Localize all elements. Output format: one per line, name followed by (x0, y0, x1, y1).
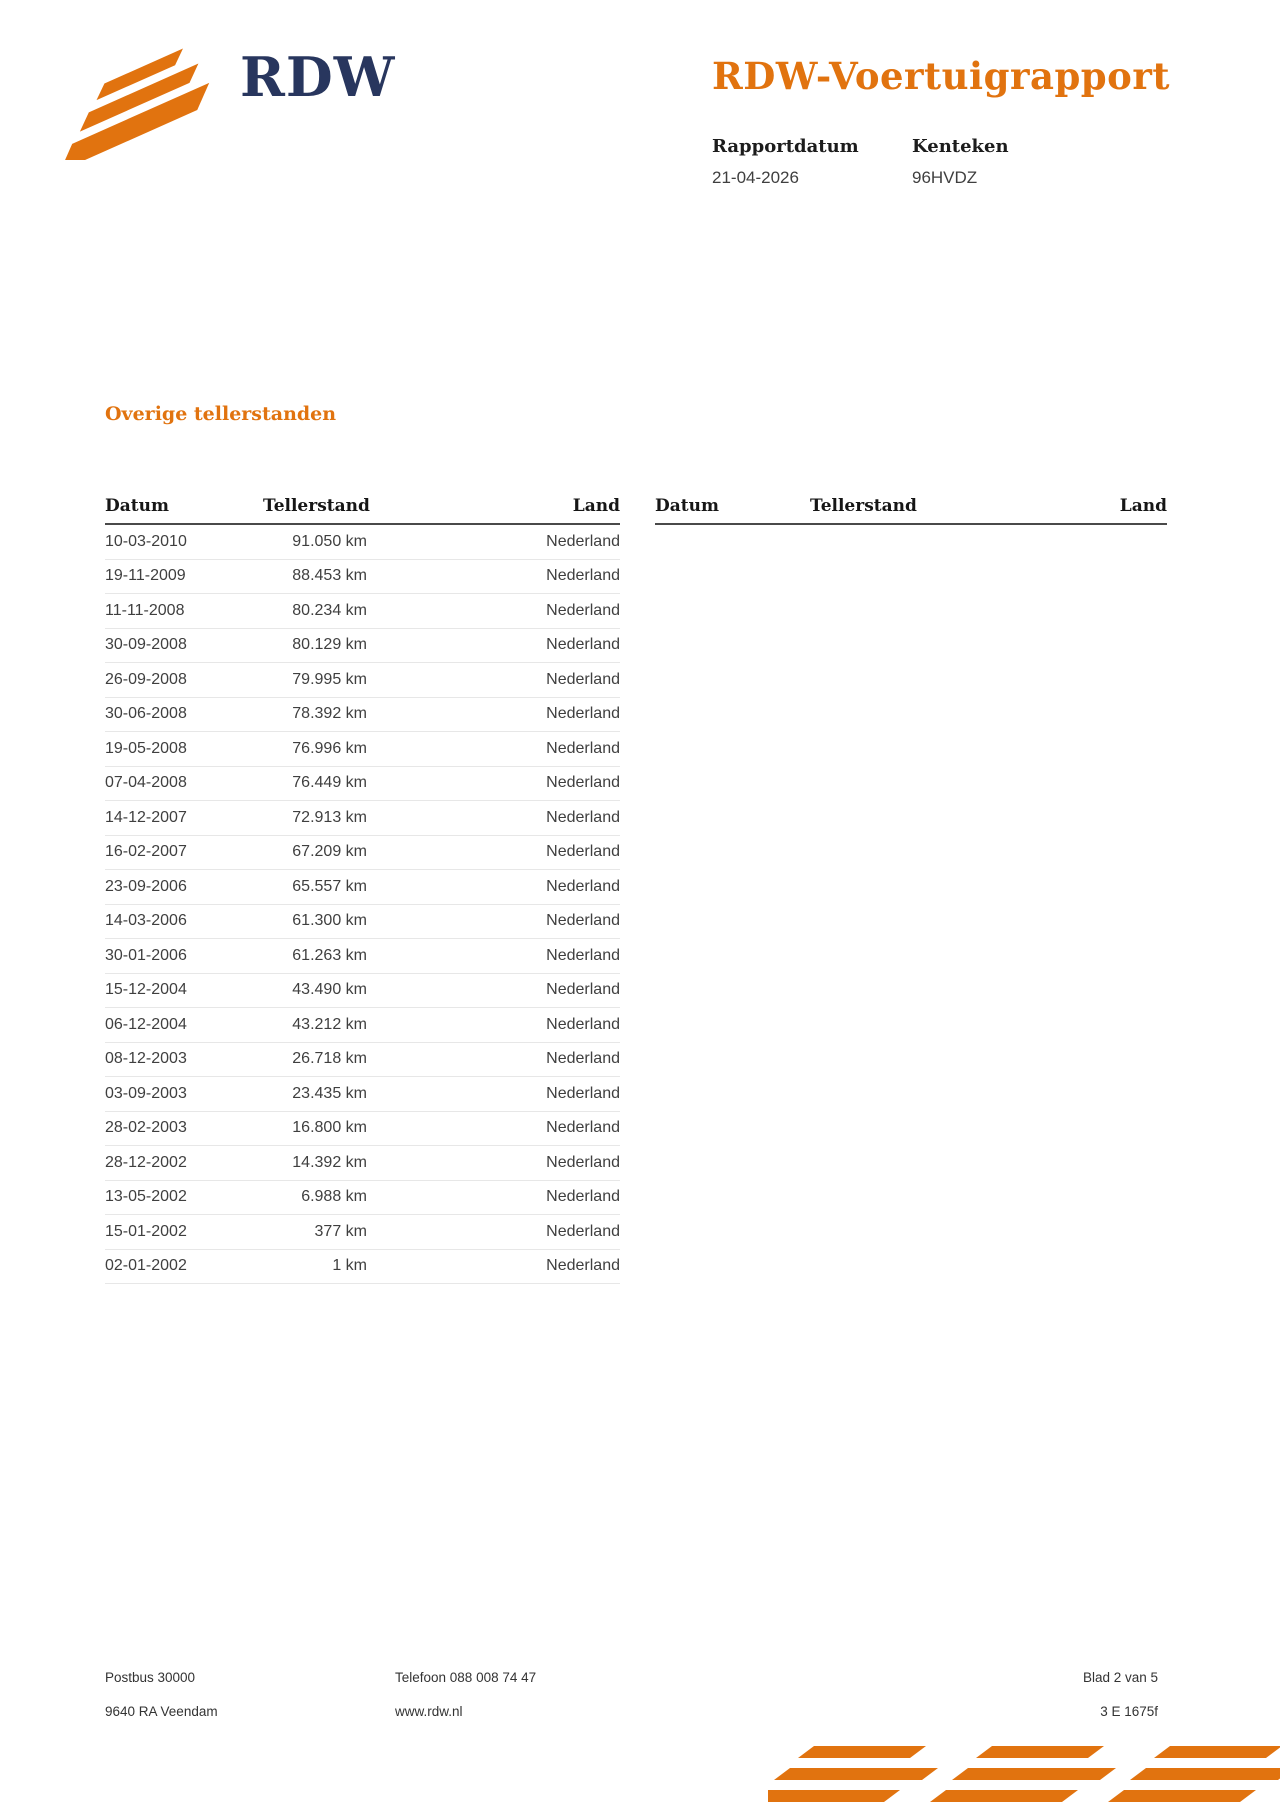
cell-tellerstand: 6.988 km (301, 1188, 367, 1206)
rdw-logo (56, 45, 396, 160)
cell-datum: 06-12-2004 (105, 1015, 187, 1033)
cell-datum: 30-09-2008 (105, 636, 187, 654)
table-row (105, 870, 620, 905)
header-datum-right: Datum (655, 496, 719, 516)
page-footer (105, 1670, 1158, 1719)
section-title: Overige tellerstanden (105, 403, 337, 425)
footer-page-number: Blad 2 van 5 (1082, 1670, 1158, 1685)
table-row (105, 663, 620, 698)
header-land-right: Land (1119, 496, 1167, 516)
cell-land: Nederland (546, 601, 620, 619)
cell-land: Nederland (546, 843, 620, 861)
header-tellerstand-right: Tellerstand (810, 496, 917, 516)
cell-land: Nederland (546, 1222, 620, 1240)
license-plate-label: Kenteken (912, 136, 1009, 157)
cell-land: Nederland (546, 1050, 620, 1068)
cell-datum: 08-12-2003 (105, 1050, 187, 1068)
cell-tellerstand: 26.718 km (292, 1050, 367, 1068)
cell-land: Nederland (546, 670, 620, 688)
table-header-row (105, 489, 620, 525)
table-row (105, 905, 620, 940)
report-date-block (712, 136, 912, 188)
table-row (105, 1215, 620, 1250)
table-row (105, 939, 620, 974)
cell-datum: 11-11-2008 (105, 601, 185, 619)
cell-datum: 10-03-2010 (105, 532, 187, 550)
cell-tellerstand: 61.300 km (292, 912, 367, 930)
table-row (105, 594, 620, 629)
table-row (105, 974, 620, 1009)
cell-datum: 19-05-2008 (105, 739, 187, 757)
cell-land: Nederland (546, 705, 620, 723)
rdw-stripe-pattern-icon (768, 1744, 1280, 1812)
cell-datum: 14-12-2007 (105, 808, 187, 826)
meter-readings-table-right (655, 489, 1167, 525)
cell-datum: 28-12-2002 (105, 1153, 187, 1171)
cell-datum: 23-09-2006 (105, 877, 187, 895)
cell-datum: 30-06-2008 (105, 705, 187, 723)
cell-tellerstand: 88.453 km (292, 567, 367, 585)
license-plate-value: 96HVDZ (912, 168, 978, 187)
cell-land: Nederland (546, 1084, 620, 1102)
cell-land: Nederland (546, 946, 620, 964)
cell-datum: 28-02-2003 (105, 1119, 187, 1137)
footer-postbus: Postbus 30000 (105, 1670, 196, 1685)
table-row (105, 801, 620, 836)
cell-tellerstand: 377 km (314, 1222, 367, 1240)
cell-tellerstand: 14.392 km (292, 1153, 367, 1171)
cell-land: Nederland (546, 1188, 620, 1206)
report-title: RDW-Voertuigrapport (712, 54, 1170, 98)
footer-city: 9640 RA Veendam (105, 1704, 218, 1719)
cell-land: Nederland (546, 739, 620, 757)
table-row (105, 629, 620, 664)
table-row (105, 560, 620, 595)
cell-land: Nederland (546, 877, 620, 895)
table-row (105, 698, 620, 733)
cell-datum: 15-01-2002 (105, 1222, 187, 1240)
table-row (105, 525, 620, 560)
table-row (105, 1077, 620, 1112)
table-row (105, 767, 620, 802)
table-row (105, 1112, 620, 1147)
cell-tellerstand: 76.449 km (292, 774, 367, 792)
footer-phone: Telefoon 088 008 74 47 (395, 1670, 537, 1685)
cell-tellerstand: 76.996 km (292, 739, 367, 757)
cell-datum: 16-02-2007 (105, 843, 187, 861)
cell-datum: 03-09-2003 (105, 1084, 187, 1102)
table-row (105, 1250, 620, 1285)
rdw-logo-text: RDW (240, 45, 396, 109)
rdw-swoosh-icon (56, 48, 228, 160)
cell-land: Nederland (546, 1153, 620, 1171)
cell-land: Nederland (546, 1119, 620, 1137)
table-header-row-right (655, 489, 1167, 525)
cell-land: Nederland (546, 912, 620, 930)
footer-form-code: 3 E 1675f (1100, 1704, 1158, 1719)
header-land: Land (572, 496, 620, 516)
cell-land: Nederland (546, 808, 620, 826)
table-row (105, 1043, 620, 1078)
cell-tellerstand: 80.234 km (292, 601, 367, 619)
cell-datum: 19-11-2009 (105, 567, 186, 585)
cell-land: Nederland (546, 981, 620, 999)
cell-tellerstand: 43.490 km (292, 981, 367, 999)
table-row (105, 836, 620, 871)
table-row (105, 732, 620, 767)
cell-tellerstand: 1 km (332, 1257, 367, 1275)
cell-datum: 14-03-2006 (105, 912, 187, 930)
cell-land: Nederland (546, 1015, 620, 1033)
cell-tellerstand: 65.557 km (292, 877, 367, 895)
table-row (105, 1181, 620, 1216)
footer-address (105, 1670, 395, 1719)
cell-tellerstand: 72.913 km (292, 808, 367, 826)
report-date-label: Rapportdatum (712, 136, 859, 157)
license-plate-block (912, 136, 1112, 188)
cell-tellerstand: 79.995 km (292, 670, 367, 688)
report-meta (712, 136, 1112, 188)
cell-land: Nederland (546, 532, 620, 550)
cell-tellerstand: 61.263 km (292, 946, 367, 964)
cell-datum: 26-09-2008 (105, 670, 187, 688)
cell-land: Nederland (546, 1257, 620, 1275)
cell-datum: 07-04-2008 (105, 774, 187, 792)
cell-tellerstand: 67.209 km (292, 843, 367, 861)
meter-readings-body (105, 525, 620, 1284)
cell-datum: 13-05-2002 (105, 1188, 187, 1206)
cell-datum: 30-01-2006 (105, 946, 187, 964)
cell-tellerstand: 78.392 km (292, 705, 367, 723)
cell-tellerstand: 91.050 km (292, 532, 367, 550)
cell-tellerstand: 80.129 km (292, 636, 367, 654)
cell-land: Nederland (546, 567, 620, 585)
footer-contact (395, 1670, 1083, 1719)
cell-tellerstand: 16.800 km (292, 1119, 367, 1137)
cell-datum: 02-01-2002 (105, 1257, 187, 1275)
cell-tellerstand: 43.212 km (292, 1015, 367, 1033)
cell-land: Nederland (546, 636, 620, 654)
meter-readings-table (105, 489, 620, 1284)
footer-website: www.rdw.nl (395, 1704, 463, 1719)
footer-page-info (1083, 1670, 1158, 1719)
header-datum: Datum (105, 496, 169, 516)
cell-datum: 15-12-2004 (105, 981, 187, 999)
cell-land: Nederland (546, 774, 620, 792)
table-row (105, 1146, 620, 1181)
cell-tellerstand: 23.435 km (292, 1084, 367, 1102)
table-row (105, 1008, 620, 1043)
report-date-value: 21-04-2026 (712, 168, 799, 187)
header-tellerstand: Tellerstand (263, 496, 370, 516)
